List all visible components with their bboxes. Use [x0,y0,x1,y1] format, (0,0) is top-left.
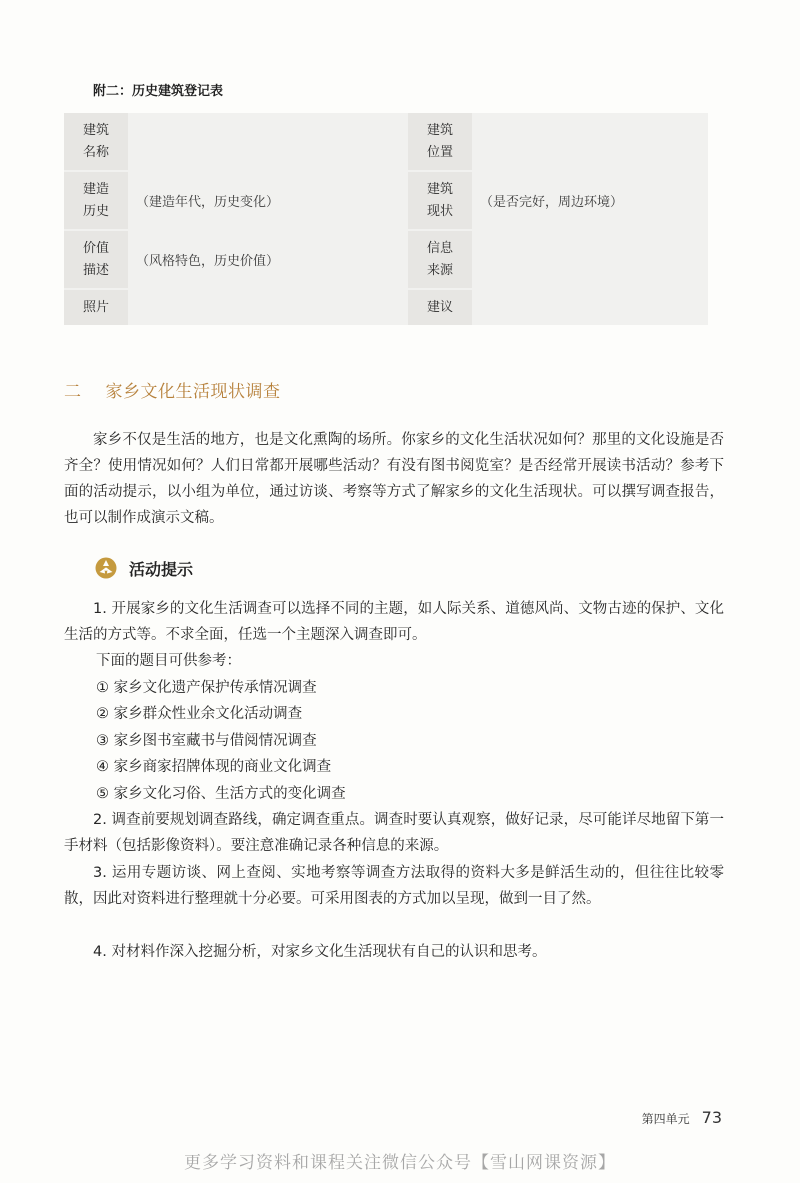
topic-item: ④ 家乡商家招牌体现的商业文化调查 [96,759,332,775]
watermark-text: 更多学习资料和课程关注微信公众号【雪山网课资源】 [184,1153,616,1173]
section-number: 二 [64,382,82,402]
table-row [64,290,708,325]
value-building-name [136,113,406,170]
appendix-title: 附二：历史建筑登记表 [93,84,224,99]
section-heading [64,377,281,402]
topic-item: ③ 家乡图书室藏书与借阅情况调查 [96,733,317,749]
table-row [64,113,708,170]
activity-point-1: 1. 开展家乡的文化生活调查可以选择不同的主题，如人际关系、道德风尚、文物古迹的保护、文化生活的方式等。不求全面，任选一个主题深入调查即可。 [64,601,724,643]
activity-point-4: 4. 对材料作深入挖掘分析，对家乡文化生活现状有自己的认识和思考。 [93,944,547,960]
activity-point-3: 3. 运用专题访谈、网上查阅、实地考察等调查方法取得的资料大多是鲜活生动的，但往往比较零散，因此对资料进行整理就十分必要。可采用图表的方式加以呈现，做到一目了然。 [64,865,724,907]
intro-paragraph: 家乡不仅是生活的地方，也是文化熏陶的场所。你家乡的文化生活状况如何？那里的文化设施是否齐全？使用情况如何？人们日常都开展哪些活动？有没有图书阅览室？是否经常开展读书活动？参考下面的活动提示，以小组为单位，通过访谈、考察等方式了解家乡的文化生活现状。可以撰写调查报告，也可以制作成演示文稿。 [64,432,724,526]
value-construction-history: （建造年代，历史变化） [136,195,280,210]
unit-name: 第四单元 [641,1112,690,1126]
table-row [64,231,708,288]
topic-item: ② 家乡群众性业余文化活动调查 [96,706,303,722]
activity-header [95,556,193,580]
label-building-name: 建筑名称 [64,113,128,170]
value-building-status: （是否完好，周边环境） [480,195,624,210]
label-building-status: 建筑现状 [408,172,472,229]
topic-item: ⑤ 家乡文化习俗、生活方式的变化调查 [96,786,346,802]
page-footer [642,1108,722,1127]
label-construction-history: 建造历史 [64,172,128,229]
value-photo [136,290,406,325]
topic-item: ① 家乡文化遗产保护传承情况调查 [96,680,317,696]
label-building-location: 建筑位置 [408,113,472,170]
value-value-description: （风格特色，历史价值） [136,254,280,269]
label-value-description: 价值描述 [64,231,128,288]
activity-emblem-icon [95,557,117,579]
label-suggestion: 建议 [408,290,472,325]
reference-intro: 下面的题目可供参考： [96,653,241,669]
label-photo: 照片 [64,290,128,325]
label-info-source: 信息来源 [408,231,472,288]
registration-table [64,113,708,325]
table-row [64,172,708,229]
value-building-location [480,113,706,170]
section-title: 家乡文化生活现状调查 [105,382,281,402]
value-suggestion [480,290,706,325]
activity-title: 活动提示 [129,559,194,579]
activity-point-2: 2. 调查前要规划调查路线，确定调查重点。调查时要认真观察，做好记录，尽可能详尽地留下第一手材料（包括影像资料）。要注意准确记录各种信息的来源。 [64,812,724,854]
value-info-source [480,231,706,288]
page-number: 73 [701,1108,722,1127]
